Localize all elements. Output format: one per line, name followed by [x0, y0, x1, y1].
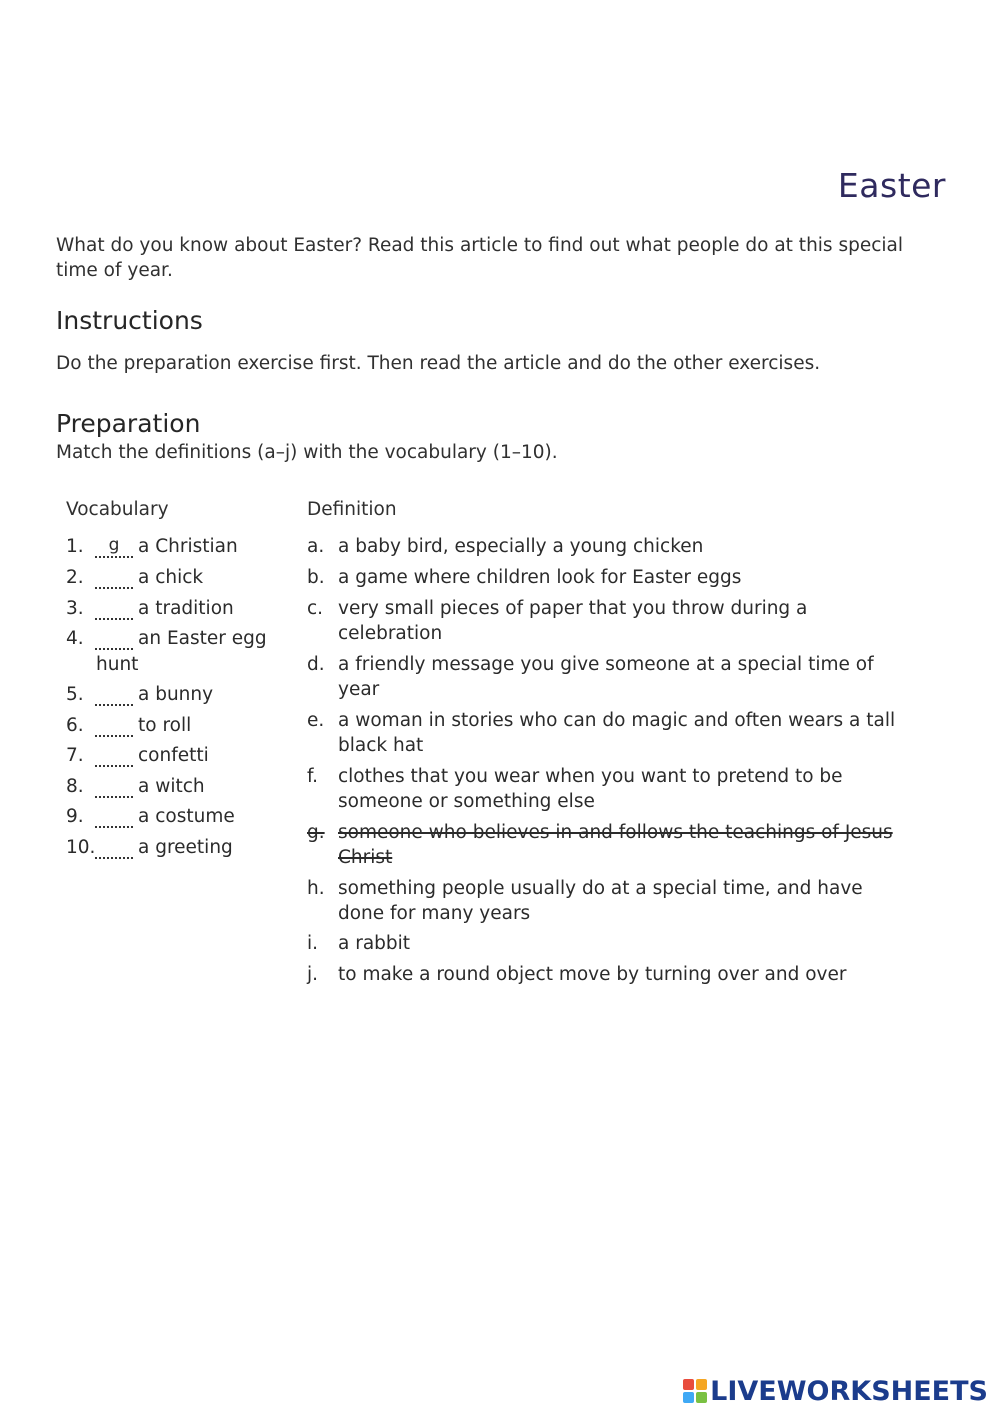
definition-letter: e. [307, 710, 325, 731]
vocab-number: 5. [66, 684, 84, 705]
answer-blank[interactable] [95, 596, 133, 620]
vocab-word: a Christian [138, 536, 238, 557]
definition-text: very small pieces of paper that you throw during a celebration [338, 598, 808, 644]
vocab-word: a bunny [138, 684, 214, 705]
definition-text: something people usually do at a special time, and have done for many years [338, 878, 863, 924]
answer-blank[interactable]: g [95, 534, 133, 558]
answer-blank[interactable] [95, 565, 133, 589]
page-title: Easter [837, 166, 946, 205]
vocab-word: a tradition [138, 598, 234, 619]
definition-text: clothes that you wear when you want to pretend to be someone or something else [338, 766, 843, 812]
answer-blank[interactable] [95, 804, 133, 828]
answer-blank[interactable] [95, 682, 133, 706]
vocab-number: 8. [66, 776, 84, 797]
definition-text: a baby bird, especially a young chicken [338, 536, 704, 557]
definition-letter: j. [307, 964, 319, 985]
vocab-word: an Easter egg hunt [96, 628, 267, 675]
vocabulary-column-heading: Vocabulary [66, 499, 169, 520]
preparation-text: Match the definitions (a–j) with the vocabulary (1–10). [56, 442, 558, 463]
logo-grid-icon [683, 1379, 707, 1403]
definition-letter: g. [307, 822, 325, 843]
intro-paragraph: What do you know about Easter? Read this article to find out what people do at this special time of year. [56, 235, 903, 281]
vocab-number: 10. [66, 837, 96, 858]
answer-blank[interactable] [95, 713, 133, 737]
answer-blank[interactable] [95, 835, 133, 859]
definition-letter: a. [307, 536, 325, 557]
definition-letter: d. [307, 654, 325, 675]
logo-text: LIVEWORKSHEETS [710, 1375, 988, 1407]
definition-text: to make a round object move by turning over and over [338, 964, 847, 985]
definition-text: a game where children look for Easter eggs [338, 567, 742, 588]
definition-text: a woman in stories who can do magic and often wears a tall black hat [338, 710, 896, 756]
definition-column-heading: Definition [307, 499, 397, 520]
vocab-number: 4. [66, 628, 84, 649]
instructions-text: Do the preparation exercise first. Then read the article and do the other exercises. [56, 353, 821, 374]
definition-letter: c. [307, 598, 324, 619]
vocab-number: 3. [66, 598, 84, 619]
definition-text: a rabbit [338, 933, 411, 954]
vocab-item [66, 626, 286, 678]
vocab-word: confetti [138, 745, 209, 766]
definition-letter: i. [307, 933, 319, 954]
vocab-word: to roll [138, 715, 192, 736]
answer-blank[interactable] [95, 743, 133, 767]
vocab-word: a costume [138, 806, 235, 827]
definition-text: someone who believes in and follows the teachings of Jesus Christ [338, 822, 893, 868]
preparation-heading: Preparation [56, 409, 201, 438]
definition-letter: f. [307, 766, 319, 787]
vocab-number: 1. [66, 536, 84, 557]
definition-letter: h. [307, 878, 325, 899]
definition-letter: b. [307, 567, 325, 588]
vocab-number: 7. [66, 745, 84, 766]
vocab-word: a witch [138, 776, 205, 797]
liveworksheets-logo [683, 1376, 988, 1406]
vocab-word: a chick [138, 567, 204, 588]
vocab-number: 2. [66, 567, 84, 588]
vocab-number: 6. [66, 715, 84, 736]
vocab-word: a greeting [138, 837, 233, 858]
answer-blank[interactable] [95, 774, 133, 798]
vocab-number: 9. [66, 806, 84, 827]
instructions-heading: Instructions [56, 306, 203, 335]
definition-text: a friendly message you give someone at a special time of year [338, 654, 874, 700]
